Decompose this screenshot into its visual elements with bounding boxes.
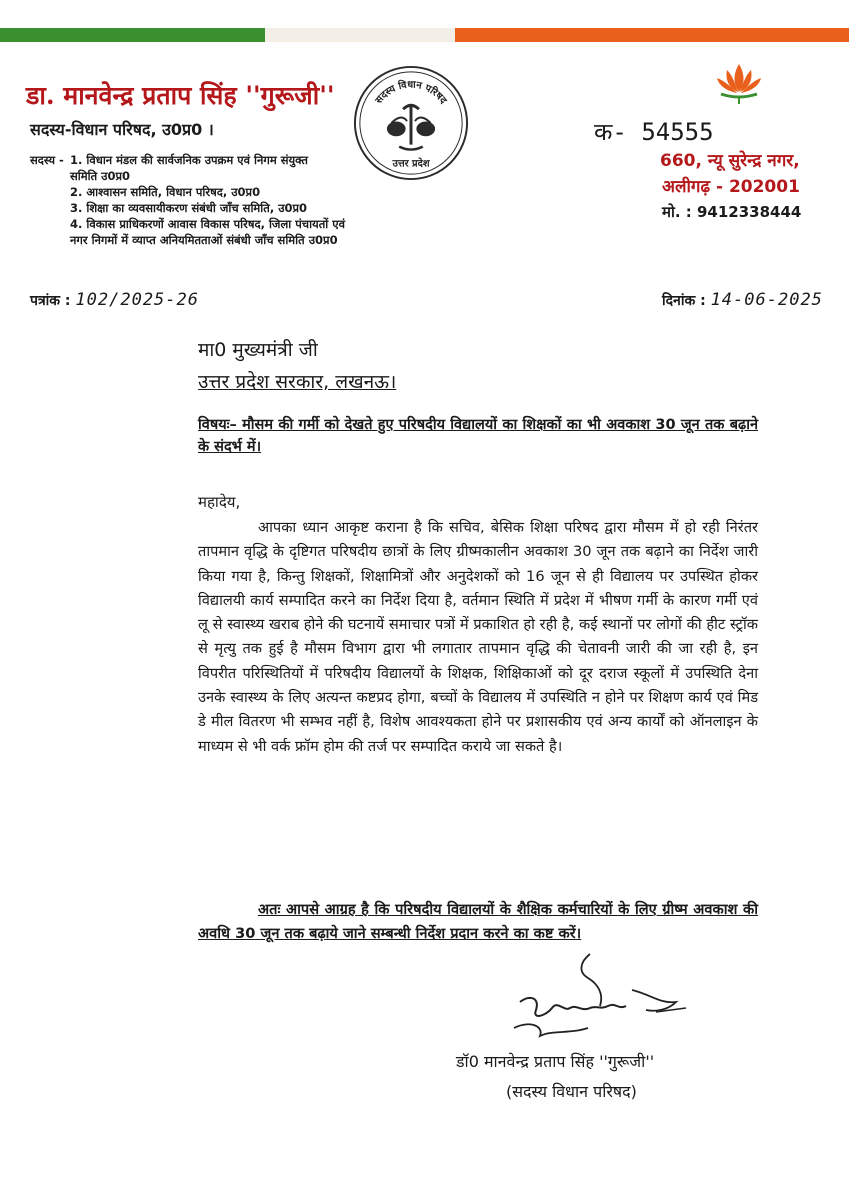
address-line-1: 660, न्यू सुरेन्द्र नगर, (660, 151, 800, 171)
band-white (265, 28, 455, 42)
band-saffron (455, 28, 849, 42)
letter-number (30, 290, 199, 310)
subject-line (198, 414, 758, 458)
membership-item: 4. विकास प्राधिकरणों आवास विकास परिषद, जिला पंचायतों एवं (70, 217, 346, 231)
letter-number-label: पत्रांक : (30, 293, 71, 309)
sender-post: सदस्य-विधान परिषद, उ0प्र0 । (30, 120, 214, 139)
svg-text:सदस्य विधान परिषद (373, 78, 449, 107)
signatory-name: डॉ0 मानवेन्द्र प्रताप सिंह ''गुरूजी'' (456, 1052, 655, 1071)
band-green (0, 28, 265, 42)
membership-item: 1. विधान मंडल की सार्वजनिक उपक्रम एवं निगम संयुक्त (70, 153, 308, 167)
member-label: सदस्य - (30, 153, 64, 167)
emblem-bottom-text: उत्तर प्रदेश (392, 158, 430, 170)
addressee-line-2: उत्तर प्रदेश सरकार, लखनऊ। (198, 371, 397, 393)
mobile-number: मो. : 9412338444 (662, 203, 802, 221)
membership-list (30, 152, 390, 248)
signature-image (500, 950, 700, 1050)
subject-text: विषयः– मौसम की गर्मी को देखते हुए परिषदीय विद्यालयों का शिक्षकों का भी अवकाश 30 जून तक बढ़ाने के संदर्भ में। (198, 417, 758, 455)
tricolor-band (0, 28, 849, 42)
addressee-line-1: मा0 मुख्यमंत्री जी (198, 339, 318, 361)
sender-name: डा. मानवेन्द्र प्रताप सिंह ''गुरूजी'' (26, 81, 335, 110)
letter-date-label: दिनांक : (662, 293, 706, 309)
salutation: महादेय, (198, 493, 241, 511)
membership-item: 3. शिक्षा का व्यवसायीकरण संबंधी जाँच समिति, उ0प्र0 (70, 201, 308, 215)
reference-number: क- 54555 (594, 118, 714, 146)
letter-date (662, 290, 823, 310)
addressee (198, 334, 396, 398)
membership-item: 2. आश्वासन समिति, विधान परिषद, उ0प्र0 (70, 185, 261, 199)
address-line-2: अलीगढ़ - 202001 (662, 177, 800, 197)
emblem-seal-icon (352, 64, 470, 182)
body-paragraph: आपका ध्यान आकृष्ट कराना है कि सचिव, बेसिक शिक्षा परिषद द्वारा मौसम में हो रही निरंतर तापमान वृद्धि के दृष्टिगत परिषदीय छात्रों के लिए ग्रीष्मकालीन अवकाश 30 जून तक बढ़ाने का निर्देश जारी किया गया है, किन्तु शिक्षकों, शिक्षामित्रों और अनुदेशकों को 16 जून से ही विद्यालय पर उपस्थित होकर विद्यालयी कार्य सम्पादित करने का निर्देश दिया है, वर्तमान स्थिति में प्रदेश में भीषण गर्मी के कारण गर्मी एवं लू से स्वास्थ्य खराब होने की घटनायें समाचार पत्रों में प्रकाशित हो रही है, कई स्थानों पर लोगों की हीट स्ट्रॉक से मृत्यु तक हुई है मौसम विभाग द्वारा भी लगातार तापमान वृद्धि की चेतावनी जारी की जा रही है, इन विपरीत परिस्थितियों में परिषदीय विद्यालयों के शिक्षक, शिक्षिकाओं को दूर दराज स्कूलों में उपस्थिति देना उनके स्वास्थ्य के लिए अत्यन्त कष्टप्रद होगा, बच्चों के विद्यालय में उपस्थिति न होने पर शिक्षण कार्य एवं मिड डे मील वितरण भी सम्भव नहीं है, विशेष आवश्यकता होने पर प्रशासकीय एवं अन्य कार्यों को ऑनलाइन के माध्यम से भी वर्क फ्रॉम होम की तर्ज पर सम्पादित कराये जा सकते है। (198, 519, 758, 755)
emblem-top-text: सदस्य विधान परिषद (373, 79, 449, 107)
letter-date-value: 14-06-2025 (710, 290, 823, 310)
membership-item: समिति उ0प्र0 (70, 169, 131, 183)
membership-item: नगर निगमों में व्याप्त अनियमितताओं संबंधी जाँच समिति उ0प्र0 (70, 233, 338, 247)
request-paragraph: अतः आपसे आग्रह है कि परिषदीय विद्यालयों के शैक्षिक कर्मचारियों के लिए ग्रीष्म अवकाश की अवधि 30 जून तक बढ़ाये जाने सम्बन्धी निर्देश प्रदान करने का कष्ट करें। (198, 901, 758, 943)
letter-number-value: 102/2025-26 (75, 290, 199, 310)
signatory-role: (सदस्य विधान परिषद) (506, 1082, 637, 1101)
lotus-icon (713, 60, 765, 104)
